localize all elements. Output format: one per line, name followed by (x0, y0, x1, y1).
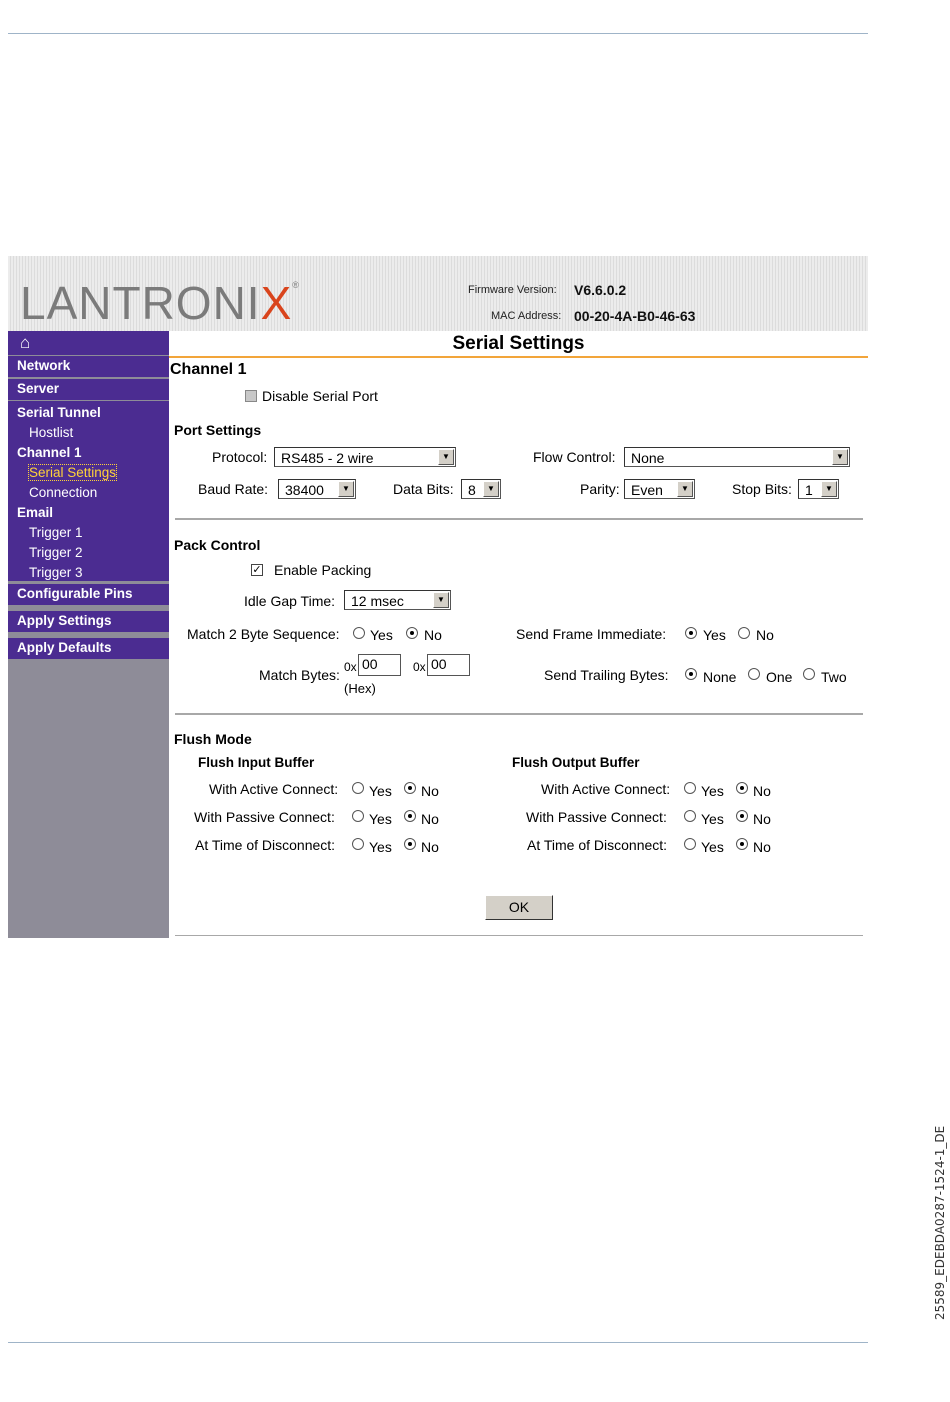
send-trailing-none-label: None (703, 669, 737, 685)
sidebar-item-server[interactable] (8, 379, 169, 400)
input-disconnect-no-label: No (421, 839, 439, 855)
send-frame-no-radio[interactable] (738, 627, 750, 639)
send-trailing-two-label: Two (821, 669, 847, 685)
parity-label: Parity: (580, 481, 620, 497)
firmware-value: V6.6.0.2 (574, 282, 627, 298)
sidebar-item-label[interactable]: Apply Defaults (17, 640, 112, 655)
stop-bits-select[interactable] (798, 479, 839, 499)
port-settings-heading: Port Settings (174, 422, 262, 438)
chevron-down-icon[interactable]: ▼ (821, 481, 837, 497)
output-active-no-label: No (753, 783, 771, 799)
sidebar-item-label[interactable]: Configurable Pins (17, 586, 133, 601)
output-active-yes-radio[interactable] (684, 782, 696, 794)
sidebar-item-configurable-pins[interactable] (8, 584, 169, 605)
device-web-ui (8, 256, 868, 938)
output-disconnect-label: At Time of Disconnect: (527, 837, 668, 853)
document-code: 25589_EDEBDA0287-1524-1_DE (933, 1125, 947, 1320)
output-active-no-radio[interactable] (736, 782, 748, 794)
page-title: Serial Settings (452, 333, 585, 354)
idle-gap-select[interactable] (344, 590, 451, 610)
data-bits-label: Data Bits: (393, 481, 454, 497)
flush-input-heading: Flush Input Buffer (198, 755, 315, 770)
sidebar-item-apply-defaults[interactable] (8, 638, 169, 659)
flow-control-value: None (631, 450, 665, 466)
input-passive-yes-label: Yes (369, 811, 392, 827)
header-banner (8, 256, 868, 331)
flush-output-heading: Flush Output Buffer (512, 755, 640, 770)
input-passive-label: With Passive Connect: (194, 809, 335, 825)
output-disconnect-yes-label: Yes (701, 839, 724, 855)
disable-serial-port-label: Disable Serial Port (262, 388, 378, 404)
bottom-divider (175, 935, 863, 936)
match-bytes-label: Match Bytes: (259, 667, 340, 683)
chevron-down-icon[interactable]: ▼ (677, 481, 693, 497)
flow-control-select[interactable] (624, 447, 850, 467)
output-passive-yes-radio[interactable] (684, 810, 696, 822)
parity-value: Even (631, 482, 663, 498)
ok-button[interactable]: OK (485, 895, 553, 920)
enable-packing-label: Enable Packing (274, 562, 372, 578)
section-divider (175, 713, 863, 715)
flush-mode-heading: Flush Mode (174, 731, 252, 747)
data-bits-select[interactable] (461, 479, 501, 499)
sidebar-nav (8, 331, 169, 938)
input-active-yes-label: Yes (369, 783, 392, 799)
output-disconnect-no-label: No (753, 839, 771, 855)
send-frame-no-label: No (756, 627, 774, 643)
input-active-no-label: No (421, 783, 439, 799)
match2-yes-radio[interactable] (353, 627, 365, 639)
chevron-down-icon[interactable]: ▼ (832, 449, 848, 465)
parity-select[interactable] (624, 479, 695, 499)
input-passive-no-label: No (421, 811, 439, 827)
output-passive-label: With Passive Connect: (526, 809, 667, 825)
send-frame-yes-radio[interactable] (685, 627, 697, 639)
section-divider (175, 518, 863, 520)
sidebar-item-network[interactable] (8, 356, 169, 377)
chevron-down-icon[interactable]: ▼ (438, 449, 454, 465)
bottom-rule (8, 1342, 868, 1343)
sidebar-item-apply-settings[interactable] (8, 611, 169, 632)
sidebar-item-email[interactable]: Email (17, 505, 54, 520)
chevron-down-icon[interactable]: ▼ (433, 592, 449, 608)
firmware-label: Firmware Version: (468, 284, 557, 296)
send-trailing-one-label: One (766, 669, 793, 685)
input-disconnect-no-radio[interactable] (404, 838, 416, 850)
stop-bits-label: Stop Bits: (732, 481, 792, 497)
baud-rate-value: 38400 (285, 482, 324, 498)
input-active-label: With Active Connect: (209, 781, 339, 797)
output-disconnect-yes-radio[interactable] (684, 838, 696, 850)
sidebar-item-label[interactable]: Network (17, 358, 71, 373)
sidebar-item-hostlist[interactable]: Hostlist (29, 425, 74, 440)
output-active-label: With Active Connect: (541, 781, 671, 797)
mac-label: MAC Address: (491, 310, 562, 322)
input-disconnect-label: At Time of Disconnect: (195, 837, 336, 853)
send-trailing-none-radio[interactable] (685, 668, 697, 680)
match2-yes-label: Yes (370, 627, 393, 643)
input-disconnect-yes-radio[interactable] (352, 838, 364, 850)
sidebar-item-trigger1[interactable]: Trigger 1 (29, 525, 83, 540)
lantronix-logo: LANTRONIX® (20, 277, 300, 329)
output-passive-no-label: No (753, 811, 771, 827)
match-byte-1-input[interactable]: 00 (358, 654, 401, 676)
stop-bits-value: 1 (805, 482, 813, 498)
send-trailing-two-radio[interactable] (803, 668, 815, 680)
disable-serial-port-checkbox[interactable] (245, 390, 257, 402)
top-rule (8, 33, 868, 34)
output-disconnect-no-radio[interactable] (736, 838, 748, 850)
sidebar-item-connection[interactable]: Connection (29, 485, 98, 500)
output-passive-yes-label: Yes (701, 811, 724, 827)
output-passive-no-radio[interactable] (736, 810, 748, 822)
output-active-yes-label: Yes (701, 783, 724, 799)
send-frame-yes-label: Yes (703, 627, 726, 643)
sidebar-item-serial-tunnel[interactable]: Serial Tunnel (17, 405, 101, 420)
sidebar-item-channel1[interactable]: Channel 1 (17, 445, 82, 460)
sidebar-item-trigger2[interactable]: Trigger 2 (29, 545, 83, 560)
home-icon[interactable]: ⌂ (20, 333, 31, 352)
match2-label: Match 2 Byte Sequence: (187, 626, 340, 642)
match2-no-radio[interactable] (406, 627, 418, 639)
sidebar-item-trigger3[interactable]: Trigger 3 (29, 565, 83, 580)
sidebar-group-serial (8, 401, 169, 581)
send-trailing-one-radio[interactable] (748, 668, 760, 680)
input-active-no-radio[interactable] (404, 782, 416, 794)
data-bits-value: 8 (468, 482, 476, 498)
baud-rate-label: Baud Rate: (198, 481, 269, 497)
sidebar-item-label[interactable]: Apply Settings (17, 613, 112, 628)
enable-packing-checkbox[interactable]: ✓ (252, 564, 262, 576)
input-active-yes-radio[interactable] (352, 782, 364, 794)
home-link[interactable] (8, 331, 169, 355)
send-frame-label: Send Frame Immediate: (516, 626, 667, 642)
protocol-value: RS485 - 2 wire (281, 450, 374, 466)
input-passive-no-radio[interactable] (404, 810, 416, 822)
page-title-bar (169, 331, 868, 358)
protocol-label: Protocol: (212, 449, 268, 465)
sidebar-item-label[interactable]: Server (17, 381, 60, 396)
protocol-select[interactable] (274, 447, 456, 467)
mac-value: 00-20-4A-B0-46-63 (574, 308, 696, 324)
flow-control-label: Flow Control: (533, 449, 616, 465)
hex-prefix-2: 0x (413, 660, 426, 674)
channel-heading: Channel 1 (170, 361, 247, 378)
input-passive-yes-radio[interactable] (352, 810, 364, 822)
idle-gap-label: Idle Gap Time: (244, 593, 336, 609)
match-byte-2-input[interactable]: 00 (427, 654, 470, 676)
match2-no-label: No (424, 627, 442, 643)
input-disconnect-yes-label: Yes (369, 839, 392, 855)
hex-prefix-1: 0x (344, 660, 357, 674)
chevron-down-icon[interactable]: ▼ (483, 481, 499, 497)
send-trailing-label: Send Trailing Bytes: (544, 667, 669, 683)
hex-note: (Hex) (344, 681, 376, 696)
idle-gap-value: 12 msec (351, 593, 404, 609)
chevron-down-icon[interactable]: ▼ (338, 481, 354, 497)
baud-rate-select[interactable] (278, 479, 356, 499)
pack-control-heading: Pack Control (174, 537, 261, 553)
sidebar-item-serial-settings[interactable]: Serial Settings (29, 465, 117, 480)
